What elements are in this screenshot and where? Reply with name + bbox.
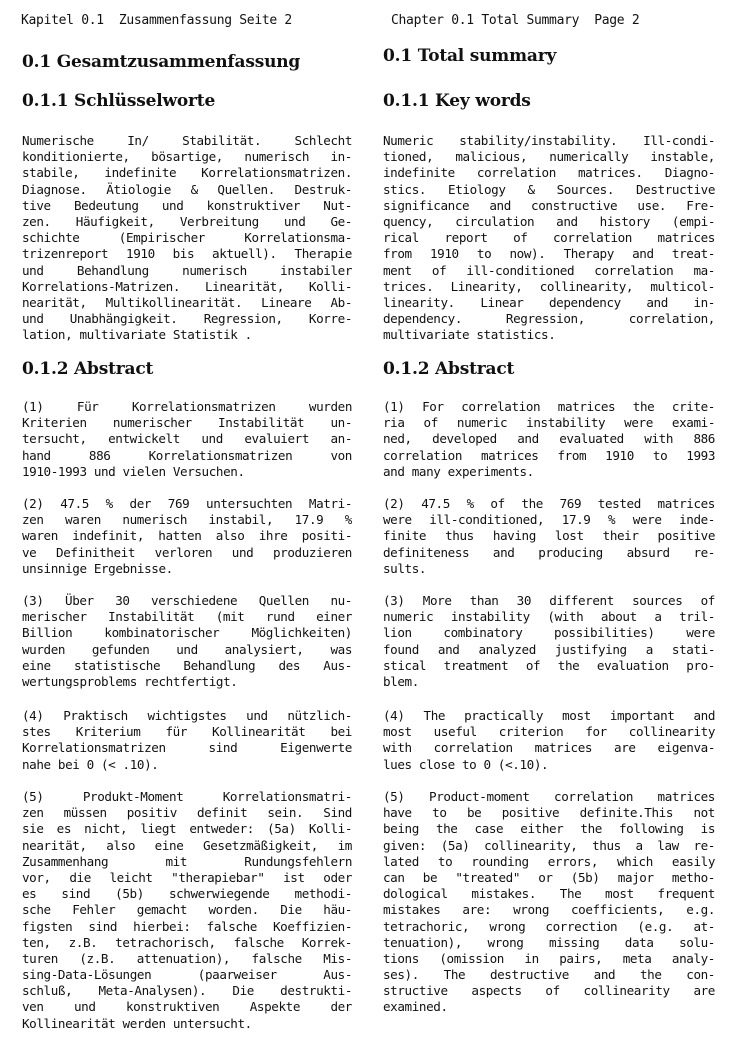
keywords-title-right: 0.1.1 Key words [383, 91, 531, 111]
section-title-right: 0.1 Total summary [383, 46, 557, 66]
text-line: found and analyzed justifying a stati- [383, 641, 715, 657]
abstract-paragraph-2-right [383, 496, 715, 577]
text-line: correlation matrices from 1910 to 1993 [383, 447, 715, 463]
text-line: tive Bedeutung und konstruktiver Nut- [22, 197, 352, 213]
text-line: schichte (Empirischer Korrelationsma- [22, 230, 352, 246]
text-line: sing-Data-Lösungen (paarweiser Aus- [22, 967, 352, 983]
text-line: sie es nicht, liegt entweder: (5a) Kolli- [22, 821, 352, 837]
running-header-right: Chapter 0.1 Total Summary Page 2 [391, 13, 640, 28]
text-line: (4) The practically most important and [383, 708, 715, 723]
text-line: stes Kriterium für Kollinearität bei [22, 724, 352, 740]
text-line: with correlation matrices are eigenva- [383, 740, 715, 756]
text-line: blem. [383, 673, 419, 689]
text-line: zen müssen positiv definit sein. Sind [22, 805, 352, 821]
text-line: vor, die leicht "therapiebar" ist oder [22, 869, 352, 885]
text-line: zen. Häufigkeit, Verbreitung und Ge- [22, 213, 352, 229]
text-line: dological mistakes. The most frequent [383, 886, 715, 902]
abstract-paragraph-4-left [22, 708, 352, 773]
text-line: from 1910 to now). Therapy and treat- [383, 246, 715, 262]
text-line: given: (5a) collinearity, thus a law re- [383, 837, 715, 853]
text-line: eine statistische Behandlung des Aus- [22, 657, 352, 673]
text-line: lated to rounding errors, which easily [383, 853, 715, 869]
text-line: definiteness and producing absurd re- [383, 544, 715, 560]
text-line: Korrelationsmatrizen sind Eigenwerte [22, 740, 352, 756]
text-line: ven und konstruktiven Aspekte der [22, 999, 352, 1015]
text-line: nahe bei 0 (< .10). [22, 756, 159, 772]
text-line: (3) More than 30 different sources of [383, 593, 715, 608]
text-line: Numeric stability/instability. Ill-condi- [383, 133, 715, 148]
text-line: wertungsproblems rechtfertigt. [22, 673, 238, 689]
section-title-left: 0.1 Gesamtzusammenfassung [22, 52, 301, 72]
text-line: (1) Für Korrelationsmatrizen wurden [22, 399, 352, 414]
text-line: Kriterien numerischer Instabilität un- [22, 415, 352, 431]
text-line: (2) 47.5 % of the 769 tested matrices [383, 496, 715, 511]
text-line: 1910-1993 und vielen Versuchen. [22, 463, 245, 479]
text-line: have to be positive definite.This not [383, 805, 715, 821]
text-line: were ill-conditioned, 17.9 % were inde- [383, 512, 715, 528]
text-line: tioned, malicious, numerically instable, [383, 149, 715, 165]
text-line: linearity. Linear dependency and in- [383, 294, 715, 310]
text-line: turen (z.B. attenuation), falsche Mis- [22, 950, 352, 966]
text-line: structive aspects of collinearity are [383, 983, 715, 999]
abstract-title-right: 0.1.2 Abstract [383, 359, 515, 379]
text-line: (4) Praktisch wichtigstes und nützlich- [22, 708, 352, 723]
text-line: ria of numeric instability were exami- [383, 415, 715, 431]
text-line: rical report of correlation matrices [383, 230, 715, 246]
text-line: ned, developed and evaluated with 886 [383, 431, 715, 447]
abstract-paragraph-1-left [22, 399, 352, 480]
text-line: Numerische In/ Stabilität. Schlecht [22, 133, 352, 148]
abstract-paragraph-4-right [383, 708, 715, 773]
text-line: finite thus having lost their positive [383, 528, 715, 544]
text-line: multivariate statistics. [383, 327, 556, 343]
text-line: es sind (5b) schwerwiegende methodi- [22, 886, 352, 902]
text-line: lues close to 0 (<.10). [383, 756, 549, 772]
text-line: dependency. Regression, correlation, [383, 311, 715, 327]
text-line: unsinnige Ergebnisse. [22, 560, 173, 576]
text-line: stabile, indefinite Korrelationsmatrizen. [22, 165, 352, 181]
text-line: mistakes are: wrong coefficients, e.g. [383, 902, 715, 918]
abstract-paragraph-5-left [22, 789, 352, 1032]
keywords-text-left [22, 133, 352, 343]
text-line: wurden gefunden und analysiert, was [22, 641, 352, 657]
text-line: lation, multivariate Statistik . [22, 327, 252, 343]
abstract-title-left: 0.1.2 Abstract [22, 359, 154, 379]
text-line: ten, z.B. tetrachorisch, falsche Korrek- [22, 934, 352, 950]
running-header-left: Kapitel 0.1 Zusammenfassung Seite 2 [21, 13, 292, 28]
text-line: stical treatment of the evaluation pro- [383, 657, 715, 673]
text-line: indefinite correlation matrices. Diagno- [383, 165, 715, 181]
text-line: significance and constructive use. Fre- [383, 197, 715, 213]
text-line: nearität, also eine Gesetzmäßigkeit, im [22, 837, 352, 853]
text-line: lion combinatory possibilities) were [383, 625, 715, 641]
text-line: sults. [383, 560, 427, 576]
abstract-paragraph-3-right [383, 593, 715, 690]
text-line: examined. [383, 999, 448, 1015]
text-line: Billion kombinatorischer Möglichkeiten) [22, 625, 352, 641]
text-line: can be "treated" or (5b) major metho- [383, 869, 715, 885]
text-line: tersucht, entwickelt und evaluiert an- [22, 431, 352, 447]
text-line: and many experiments. [383, 463, 534, 479]
text-line: (1) For correlation matrices the crite- [383, 399, 715, 414]
text-line: numeric instability (with about a tril- [383, 609, 715, 625]
keywords-title-left: 0.1.1 Schlüsselworte [22, 91, 216, 111]
text-line: Diagnose. Ätiologie & Quellen. Destruk- [22, 181, 352, 197]
text-line: trices. Linearity, collinearity, multicol- [383, 278, 715, 294]
text-line: (2) 47.5 % der 769 untersuchten Matri- [22, 496, 352, 511]
text-line: (5) Product-moment correlation matrices [383, 789, 715, 804]
text-line: stics. Etiology & Sources. Destructive [383, 181, 715, 197]
text-line: ve Definitheit verloren und produzieren [22, 544, 352, 560]
abstract-paragraph-5-right [383, 789, 715, 1016]
abstract-paragraph-3-left [22, 593, 352, 690]
text-line: tetrachoric, wrong correction (e.g. at- [383, 918, 715, 934]
abstract-paragraph-1-right [383, 399, 715, 480]
text-line: Kollinearität werden untersucht. [22, 1015, 252, 1031]
text-line: figsten sind hierbei: falsche Koeffizien- [22, 918, 352, 934]
text-line: most useful criterion for collinearity [383, 724, 715, 740]
text-line: quency, circulation and history (empi- [383, 213, 715, 229]
text-line: ses). The destructive and the con- [383, 967, 715, 983]
text-line: sche Fehler gemacht worden. Die häu- [22, 902, 352, 918]
text-line: konditionierte, bösartige, numerisch in- [22, 149, 352, 165]
keywords-text-right [383, 133, 715, 343]
text-line: being the case either the following is [383, 821, 715, 837]
abstract-paragraph-2-left [22, 496, 352, 577]
text-line: ment of ill-conditioned correlation ma- [383, 262, 715, 278]
text-line: tenuation), wrong missing data solu- [383, 934, 715, 950]
text-line: tions (omission in pairs, meta analy- [383, 950, 715, 966]
text-line: und Behandlung numerisch instabiler [22, 262, 352, 278]
text-line: waren indefinit, hatten also ihre positi- [22, 528, 352, 544]
text-line: (3) Über 30 verschiedene Quellen nu- [22, 593, 352, 608]
text-line: Korrelations-Matrizen. Linearität, Kolli- [22, 278, 352, 294]
text-line: zen waren numerisch instabil, 17.9 % [22, 512, 352, 528]
text-line: hand 886 Korrelationsmatrizen von [22, 447, 352, 463]
text-line: trizenreport 1910 bis aktuell). Therapie [22, 246, 352, 262]
text-line: und Unabhängigkeit. Regression, Korre- [22, 311, 352, 327]
text-line: schluß, Meta-Analysen). Die destrukti- [22, 983, 352, 999]
text-line: (5) Produkt-Moment Korrelationsmatri- [22, 789, 352, 804]
text-line: nearität, Multikollinearität. Lineare Ab- [22, 294, 352, 310]
text-line: Zusammenhang mit Rundungsfehlern [22, 853, 352, 869]
text-line: merischer Instabilität (mit rund einer [22, 609, 352, 625]
